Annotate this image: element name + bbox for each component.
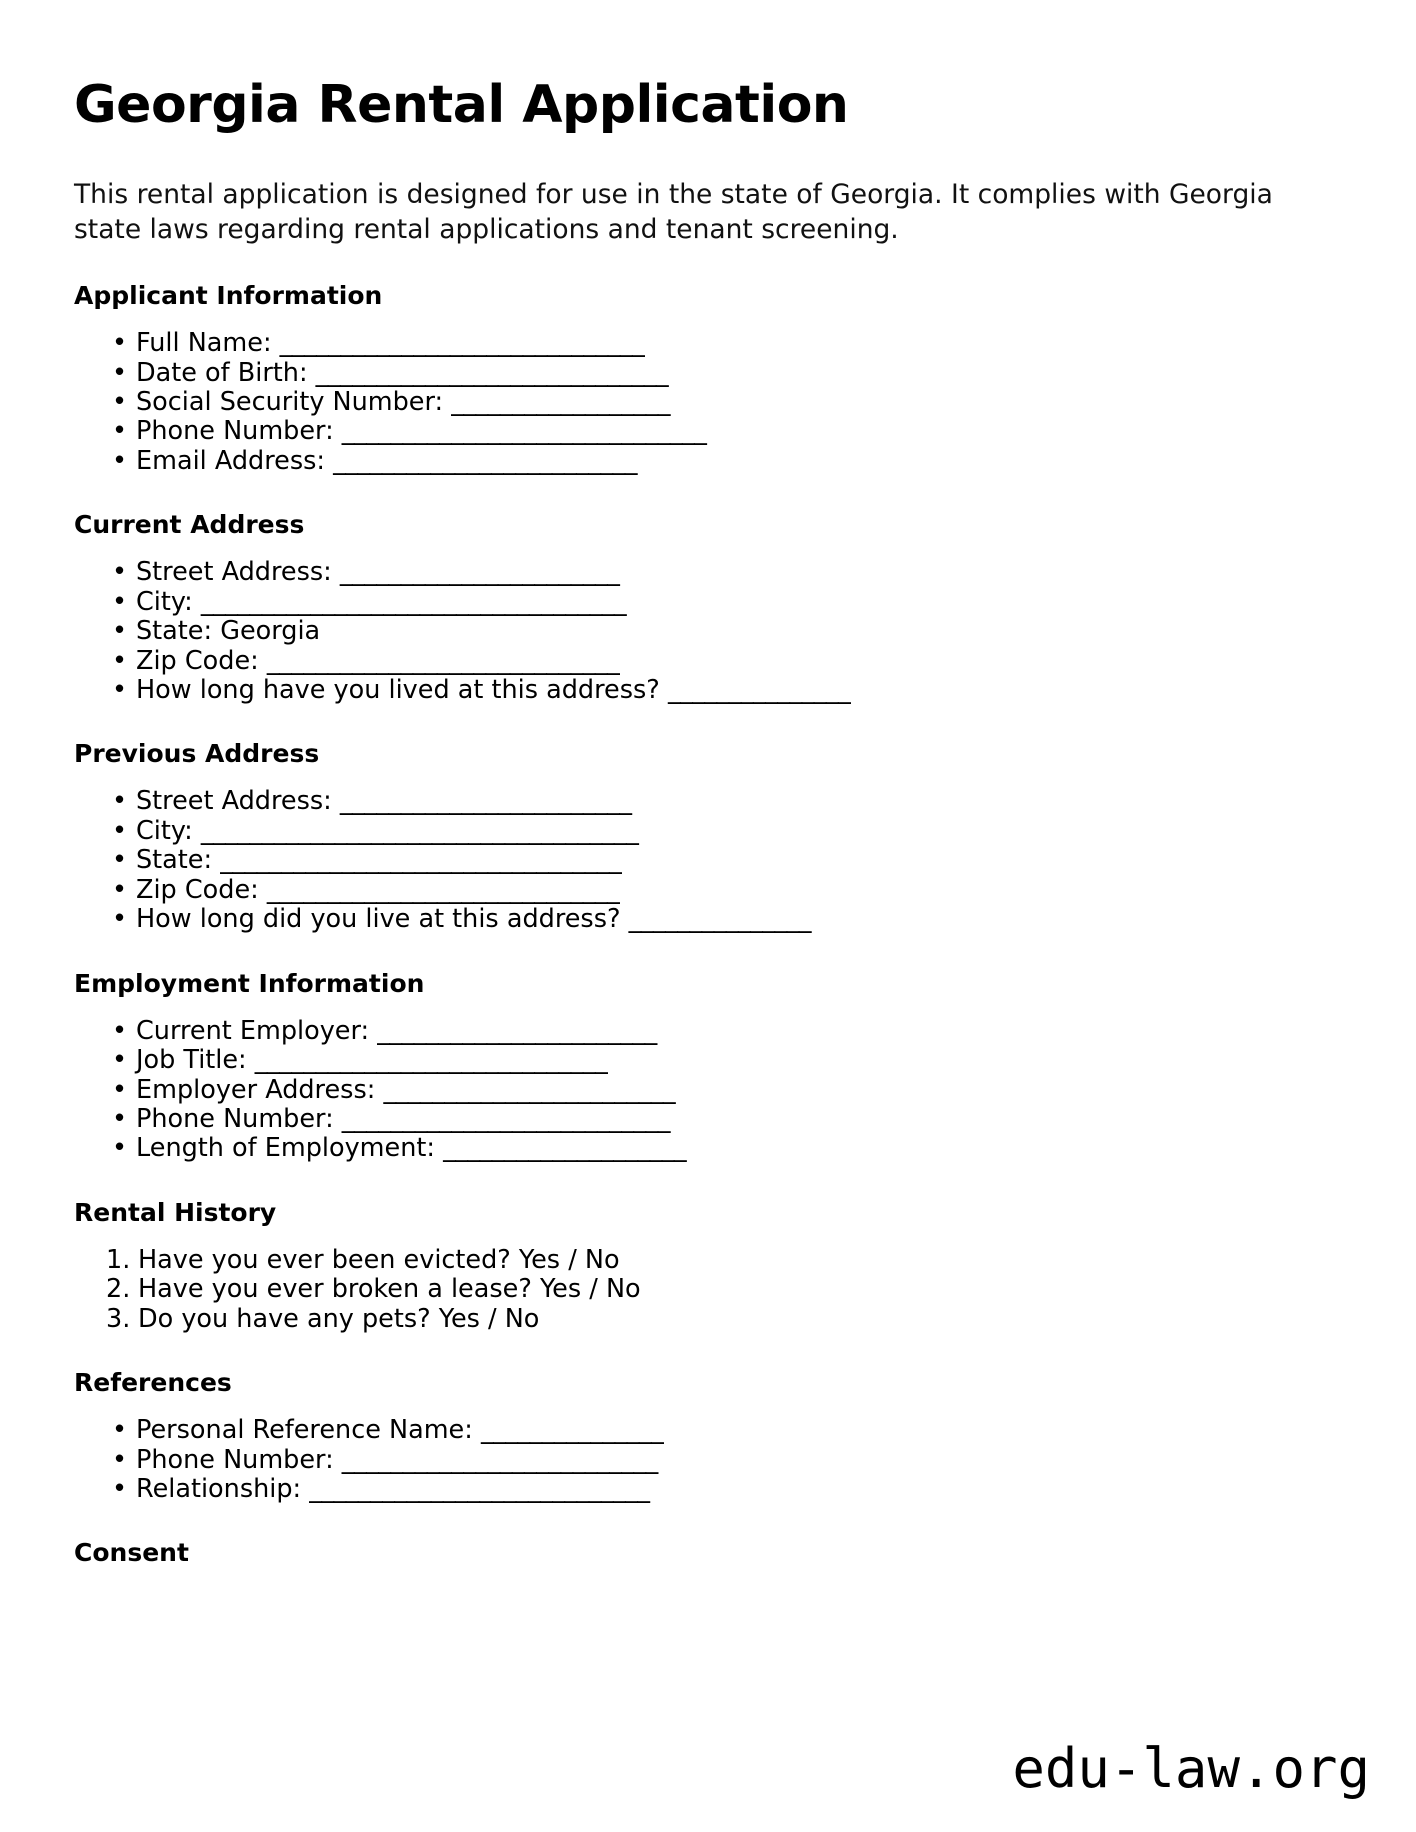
field-label: Street Address:: [136, 557, 332, 588]
list-item[interactable]: Have you ever broken a lease? Yes / No: [138, 1274, 641, 1305]
references-field-list: [74, 1416, 1344, 1504]
current-address-field-list: [74, 558, 1344, 705]
fill-in-blank[interactable]: ________________________: [383, 1074, 676, 1105]
fill-in-blank[interactable]: _____________________________: [254, 1045, 608, 1076]
section-heading-applicant-information: Applicant Information: [74, 281, 383, 311]
intro-paragraph: This rental application is designed for use in the state of Georgia. It complies with Georgia state laws regarding rental applications and tenant screening.: [74, 179, 1273, 245]
field-label: Phone Number:: [136, 1444, 334, 1475]
fill-in-blank[interactable]: ______________________________: [279, 328, 645, 359]
field-label: How long did you live at this address?: [136, 904, 621, 935]
fill-in-blank[interactable]: _________________________________: [220, 845, 622, 876]
fill-in-blank[interactable]: ___________________________________: [200, 586, 627, 617]
list-item: [74, 876, 1344, 905]
field-label: Phone Number:: [136, 416, 334, 447]
fill-in-blank[interactable]: ________________________: [339, 786, 632, 817]
list-item[interactable]: Have you ever been evicted? Yes / No: [138, 1244, 620, 1275]
field-label: Social Security Number:: [136, 386, 444, 417]
watermark-edu-law: edu-law.org: [1012, 1737, 1370, 1800]
fill-in-blank[interactable]: _______________________: [339, 557, 620, 588]
list-item: [74, 905, 1344, 934]
list-item: [74, 588, 1344, 617]
page-title: Georgia Rental Application: [74, 75, 849, 135]
section-heading-consent: Consent: [74, 1538, 189, 1568]
list-item: [74, 1017, 1344, 1046]
field-label: City:: [136, 586, 193, 617]
list-item[interactable]: Do you have any pets? Yes / No: [138, 1303, 540, 1334]
list-item: [74, 447, 1344, 476]
fill-in-blank[interactable]: _______________: [667, 675, 851, 706]
rental-history-question-list: [74, 1246, 1344, 1334]
field-label: City:: [136, 815, 193, 846]
field-label: Personal Reference Name:: [136, 1415, 473, 1446]
fill-in-blank[interactable]: ____________________: [443, 1133, 687, 1164]
fill-in-blank[interactable]: _____________________________: [266, 874, 620, 905]
list-item: [74, 817, 1344, 846]
previous-address-field-list: [74, 787, 1344, 934]
fill-in-blank[interactable]: _____________________________: [266, 645, 620, 676]
list-item: [74, 1134, 1344, 1163]
section-heading-current-address: Current Address: [74, 510, 305, 540]
fill-in-blank[interactable]: __________________: [451, 386, 670, 417]
field-label: Length of Employment:: [136, 1133, 435, 1164]
section-heading-rental-history: Rental History: [74, 1197, 277, 1227]
list-item: [74, 676, 1344, 705]
section-heading-references: References: [74, 1368, 232, 1398]
section-consent: [74, 1538, 1344, 1568]
applicant-information-field-list: [74, 329, 1344, 476]
list-item: [74, 787, 1344, 816]
list-item: [74, 417, 1344, 446]
fill-in-blank[interactable]: ____________________________________: [200, 815, 639, 846]
fill-in-blank[interactable]: __________________________: [341, 1444, 658, 1475]
list-item: [74, 1105, 1344, 1134]
fill-in-blank[interactable]: _________________________: [333, 445, 637, 476]
list-item: [74, 558, 1344, 587]
list-item: [74, 388, 1344, 417]
field-label: Street Address:: [136, 786, 332, 817]
section-employment-information: [74, 969, 1344, 1164]
list-item: [74, 846, 1344, 875]
fill-in-blank[interactable]: _______________: [480, 1415, 664, 1446]
section-current-address: [74, 510, 1344, 705]
field-label: Job Title:: [136, 1045, 247, 1076]
field-label: Zip Code:: [136, 645, 259, 676]
field-label: Employer Address:: [136, 1074, 376, 1105]
section-heading-employment-information: Employment Information: [74, 968, 425, 998]
field-label: Phone Number:: [136, 1103, 334, 1134]
field-label: Date of Birth:: [136, 357, 308, 388]
list-item: [74, 1416, 1344, 1445]
field-label: Current Employer:: [136, 1015, 370, 1046]
fill-in-blank[interactable]: _______________________: [377, 1015, 657, 1046]
field-label: Relationship:: [136, 1474, 302, 1505]
section-applicant-information: [74, 281, 1344, 476]
list-item: [74, 359, 1344, 388]
employment-information-field-list: [74, 1017, 1344, 1164]
field-label: Zip Code:: [136, 874, 259, 905]
fill-in-blank[interactable]: _______________: [628, 904, 811, 935]
field-label: State: Georgia: [136, 616, 321, 647]
section-previous-address: [74, 739, 1344, 934]
list-item: [74, 1446, 1344, 1475]
list-item: [74, 617, 1344, 646]
list-item: [74, 1076, 1344, 1105]
field-label: State:: [136, 845, 213, 876]
fill-in-blank[interactable]: ___________________________: [341, 1103, 670, 1134]
field-label: Email Address:: [136, 445, 325, 476]
field-label: How long have you lived at this address?: [136, 675, 660, 706]
section-references: [74, 1368, 1344, 1504]
fill-in-blank[interactable]: _____________________________: [315, 357, 669, 388]
list-item: [74, 647, 1344, 676]
fill-in-blank[interactable]: ______________________________: [341, 416, 707, 447]
section-heading-previous-address: Previous Address: [74, 739, 320, 769]
list-item: [74, 1046, 1344, 1075]
fill-in-blank[interactable]: ____________________________: [309, 1474, 650, 1505]
section-rental-history: [74, 1198, 1344, 1334]
list-item: [74, 329, 1344, 358]
field-label: Full Name:: [136, 328, 272, 359]
list-item: [74, 1475, 1344, 1504]
